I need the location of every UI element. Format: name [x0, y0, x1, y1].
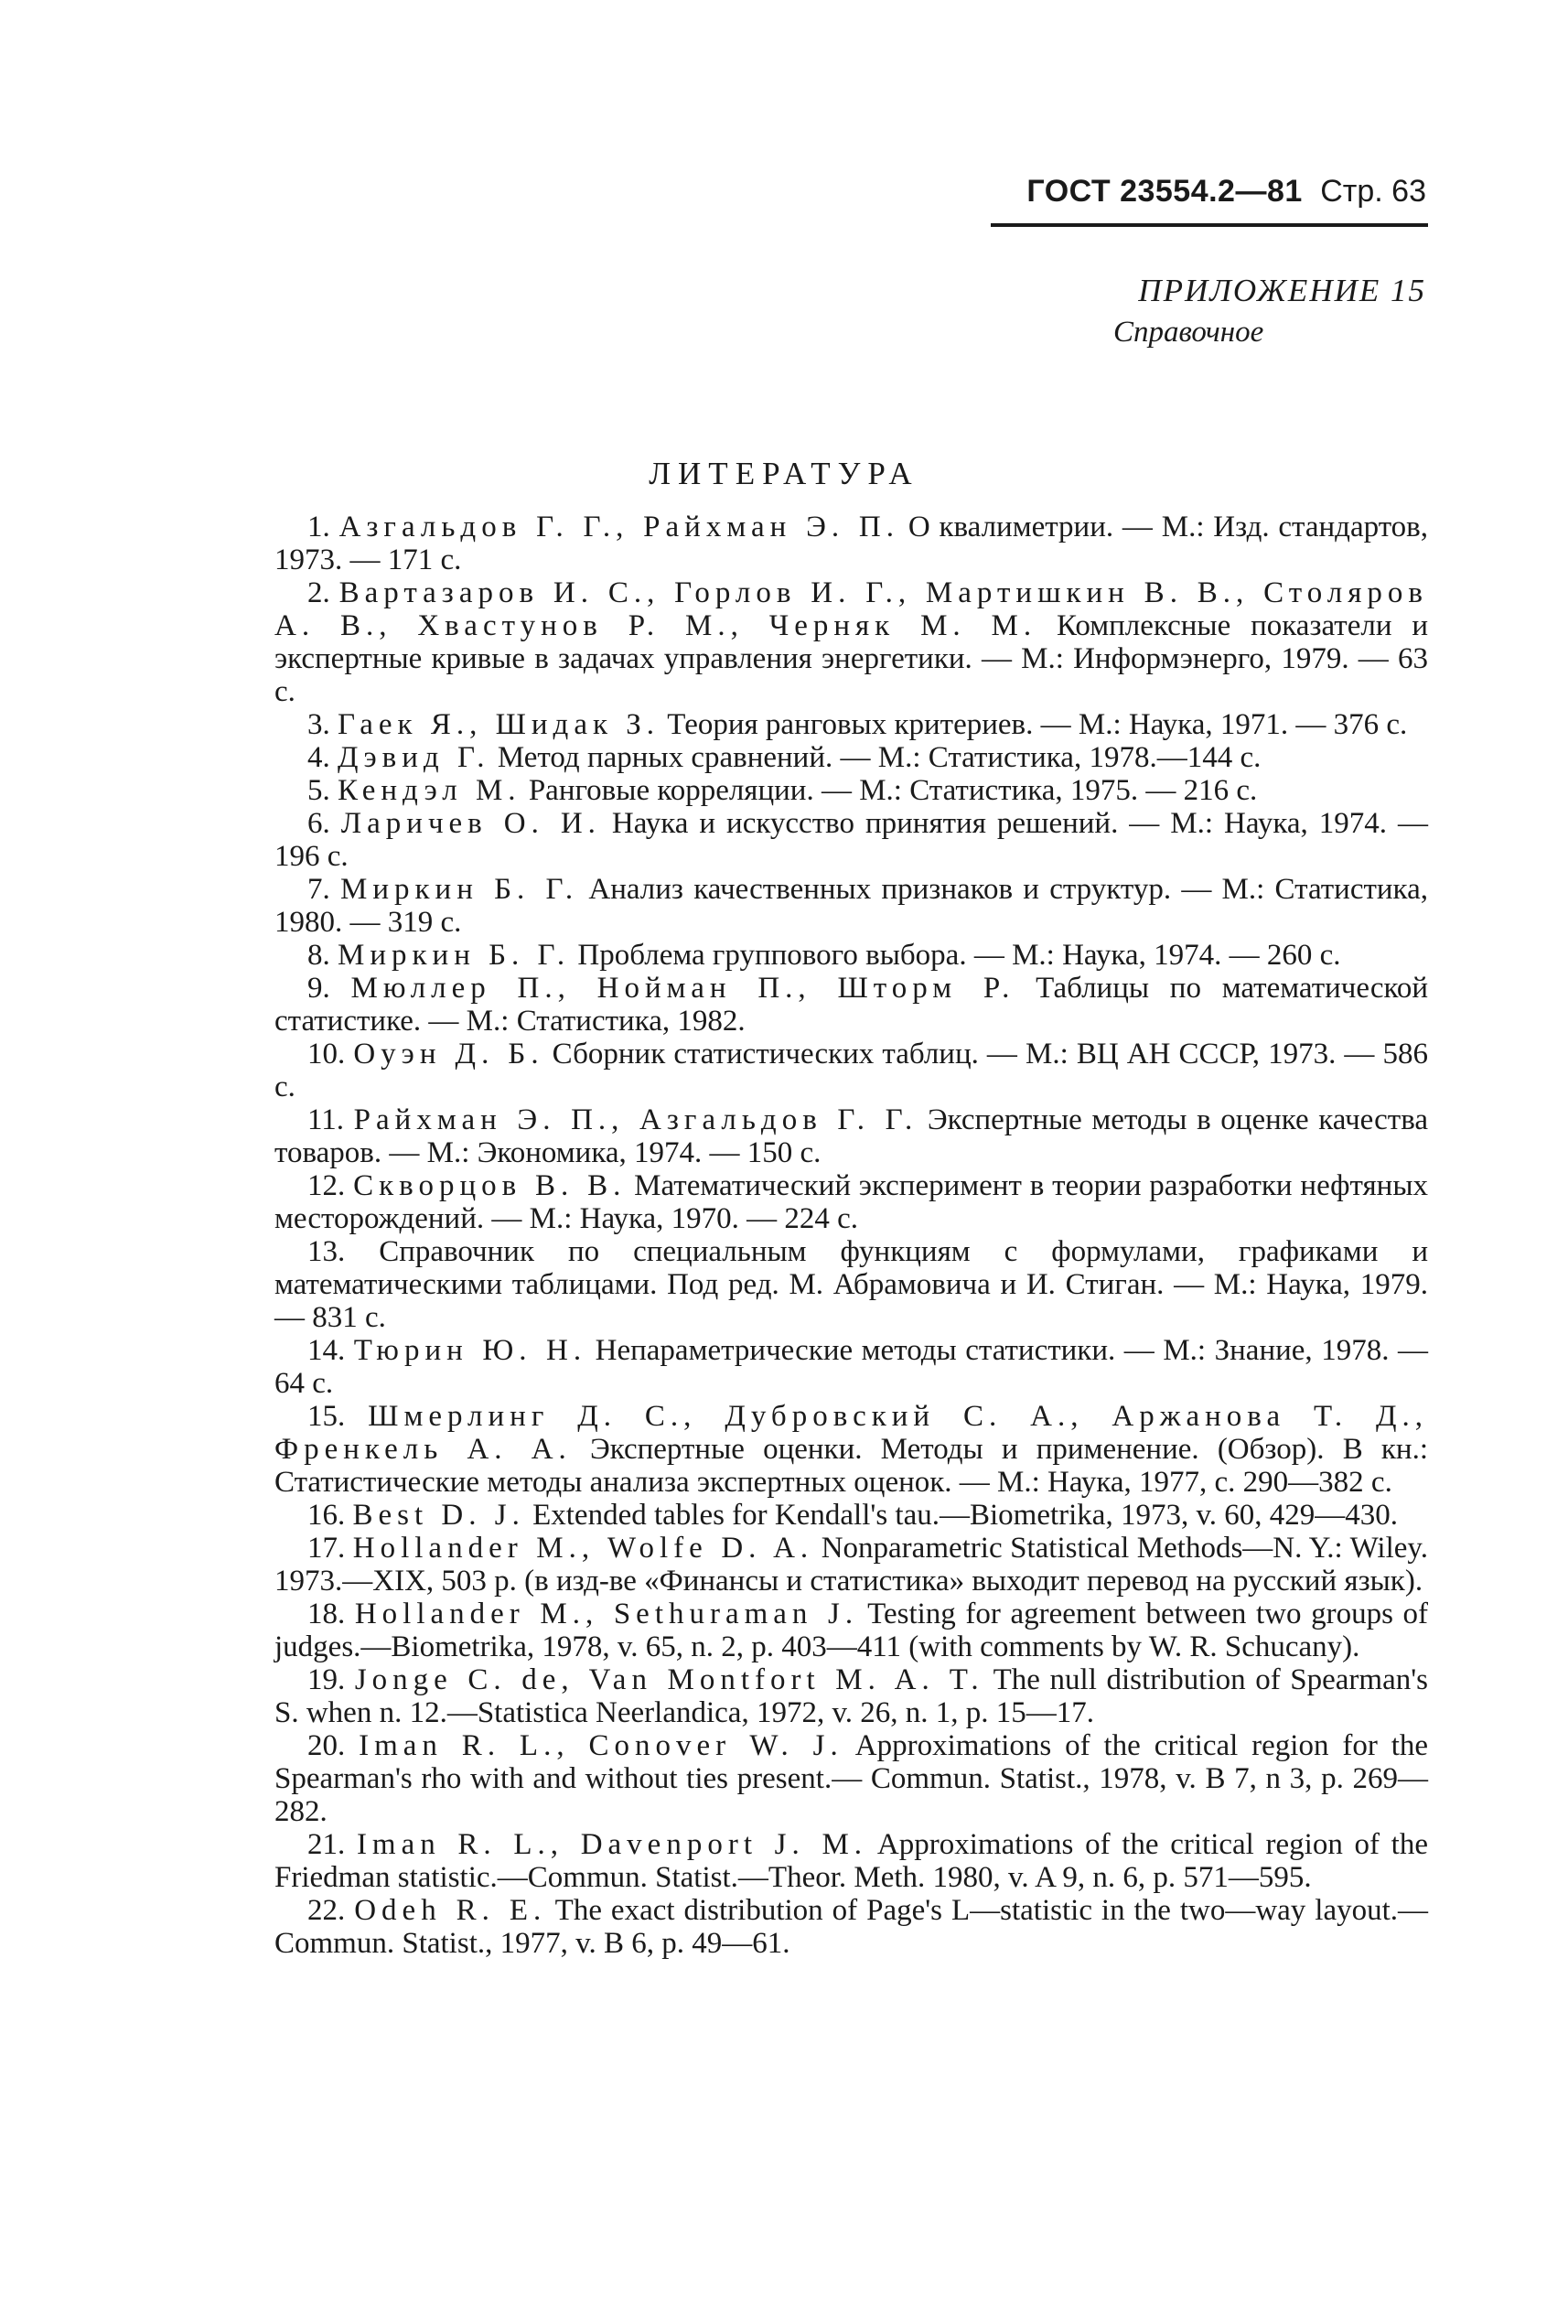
reference-number: 8.	[307, 939, 330, 972]
reference-authors: Best D. J.	[352, 1499, 525, 1532]
reference-number: 9.	[307, 972, 330, 1005]
reference-text: Approximations of the critical region of the Friedman statistic.—Commun. Statist.—Theor. Meth. 1980, v. A 9, n. 6, p. 571—595.	[274, 1828, 1428, 1894]
reference-text: Testing for agreement between two groups of judges.—Biometrika, 1978, v. 65, n. 2, p. 403—411 (with comments by W. R. Schucany).	[274, 1598, 1428, 1663]
section-title: ЛИТЕРАТУРА	[649, 456, 919, 491]
reference-text: Экспертные оценки. Методы и применение. (Обзор). В кн.: Статистические методы анализа экспертных оценок. — М.: Наука, 1977, с. 290—382 с.	[274, 1433, 1428, 1499]
reference-authors: Гаек Я., Шидак З.	[338, 708, 660, 741]
reference-text: Метод парных сравнений. — М.: Статистика, 1978.—144 с.	[489, 741, 1262, 774]
page-number: Стр. 63	[1320, 174, 1426, 209]
reference-text: Экспертные методы в оценке качества товаров. — М.: Экономика, 1974. — 150 с.	[274, 1103, 1429, 1169]
reference-text: Approximations of the critical region for the Spearman's rho with and without ties present.— Commun. Statist., 1978, v. B 7, n 3, p. 269—282.	[274, 1729, 1429, 1828]
reference-number: 7.	[307, 873, 330, 906]
reference-number: 21.	[307, 1828, 346, 1861]
reference-item	[274, 1169, 1428, 1235]
reference-authors: Миркин Б. Г.	[340, 873, 579, 906]
reference-number: 17.	[307, 1532, 346, 1565]
reference-authors: Мюллер П., Нойман П., Шторм Р.	[350, 972, 1015, 1005]
reference-number: 16.	[307, 1499, 346, 1532]
reference-authors: Скворцов В. В.	[353, 1169, 627, 1202]
header-rule	[991, 223, 1428, 227]
reference-item	[274, 1103, 1428, 1169]
reference-item	[274, 741, 1428, 774]
reference-authors: Оуэн Д. Б.	[353, 1038, 544, 1071]
reference-text: Сборник статистических таблиц. — М.: ВЦ АН СССР, 1973. — 586 с.	[274, 1038, 1428, 1103]
standard-code: ГОСТ 23554.2—81	[1026, 174, 1303, 209]
reference-number: 2.	[307, 576, 330, 609]
reference-number: 11.	[307, 1103, 345, 1136]
reference-item	[274, 807, 1428, 873]
reference-item	[274, 1663, 1428, 1729]
reference-authors: Миркин Б. Г.	[338, 939, 571, 972]
reference-text: Таблицы по математической статистике. — М.: Статистика, 1982.	[274, 972, 1429, 1038]
reference-authors: Тюрин Ю. Н.	[353, 1334, 587, 1367]
reference-item	[274, 1400, 1428, 1499]
reference-item	[274, 1729, 1428, 1828]
reference-number: 15.	[307, 1400, 346, 1433]
reference-number: 3.	[307, 708, 330, 741]
reference-item	[274, 1828, 1428, 1894]
reference-item	[274, 1499, 1428, 1532]
appendix-type: Справочное	[1113, 316, 1264, 349]
reference-text: Ранговые корреляции. — М.: Статистика, 1975. — 216 с.	[521, 774, 1258, 807]
reference-number: 20.	[307, 1729, 346, 1762]
reference-item	[274, 939, 1428, 972]
reference-authors: Iman R. L., Conover W. J.	[359, 1729, 843, 1762]
reference-number: 18.	[307, 1598, 346, 1630]
reference-item	[274, 576, 1428, 708]
reference-number: 6.	[307, 807, 330, 840]
reference-number: 10.	[307, 1038, 346, 1071]
reference-text: Проблема группового выбора. — М.: Наука, 1974. — 260 с.	[570, 939, 1341, 972]
reference-number: 22.	[307, 1894, 346, 1927]
reference-item	[274, 972, 1428, 1038]
reference-item	[274, 1894, 1428, 1960]
reference-authors: Iman R. L., Davenport J. M.	[356, 1828, 868, 1861]
reference-item	[274, 774, 1428, 807]
reference-authors: Jonge C. de, Van Montfort M. A. T.	[354, 1663, 984, 1696]
reference-number: 5.	[307, 774, 330, 807]
reference-number: 14.	[307, 1334, 346, 1367]
reference-authors: Кендэл М.	[338, 774, 521, 807]
reference-text: Математический эксперимент в теории разработки нефтяных месторождений. — М.: Наука, 1970. — 224 с.	[274, 1169, 1428, 1235]
reference-text: Теория ранговых критериев. — М.: Наука, 1971. — 376 с.	[660, 708, 1408, 741]
reference-text: Nonparametric Statistical Methods—N. Y.: Wiley. 1973.—XIX, 503 p. (в изд-ве «Финансы и статистика» выходит перевод на русский язык).	[274, 1532, 1428, 1598]
reference-authors: Шмерлинг Д. С., Дубровский С. А., Аржанова Т. Д., Френкель А. А.	[274, 1400, 1429, 1466]
reference-item	[274, 1038, 1428, 1103]
reference-number: 13.	[307, 1235, 346, 1268]
reference-authors: Hollander M., Wolfe D. A.	[352, 1532, 814, 1565]
reference-authors: Odeh R. E.	[354, 1894, 547, 1927]
reference-authors: Hollander M., Sethuraman J.	[354, 1598, 859, 1630]
reference-text: The null distribution of Spearman's S. when n. 12.—Statistica Neerlandica, 1972, v. 26, n. 1, p. 15—17.	[274, 1663, 1429, 1729]
reference-item	[274, 873, 1428, 939]
reference-item	[274, 1598, 1428, 1663]
reference-text: Extended tables for Kendall's tau.—Biometrika, 1973, v. 60, 429—430.	[524, 1499, 1399, 1532]
reference-item	[274, 511, 1428, 576]
reference-authors: Райхман Э. П., Азгальдов Г. Г.	[353, 1103, 918, 1136]
reference-number: 1.	[307, 511, 330, 543]
reference-text: О квалиметрии. — М.: Изд. стандартов, 1973. — 171 с.	[274, 511, 1429, 576]
page-header	[1026, 174, 1426, 210]
reference-number: 4.	[307, 741, 330, 774]
appendix-label: ПРИЛОЖЕНИЕ 15	[1138, 273, 1426, 308]
reference-authors: Ларичев О. И.	[340, 807, 601, 840]
reference-list	[274, 511, 1428, 1960]
reference-text: Справочник по специальным функциям с формулами, графиками и математическими таблицами. Под ред. М. Абрамовича и И. Стиган. — М.: Наука, 1979. — 831 с.	[274, 1235, 1428, 1334]
reference-text: Непараметрические методы статистики. — М.: Знание, 1978. — 64 с.	[274, 1334, 1428, 1400]
reference-text: The exact distribution of Page's L—statistic in the two—way layout.—Commun. Statist., 1977, v. B 6, p. 49—61.	[274, 1894, 1429, 1960]
reference-authors: Дэвид Г.	[338, 741, 490, 774]
reference-text: Наука и искусство принятия решений. — М.: Наука, 1974. — 196 с.	[274, 807, 1429, 873]
reference-authors: Азгальдов Г. Г., Райхман Э. П.	[338, 511, 900, 543]
reference-number: 12.	[307, 1169, 346, 1202]
reference-text: Анализ качественных признаков и структур. — М.: Статистика, 1980. — 319 с.	[274, 873, 1428, 939]
reference-item	[274, 708, 1428, 741]
reference-item	[274, 1334, 1428, 1400]
reference-number: 19.	[307, 1663, 346, 1696]
reference-item	[274, 1532, 1428, 1598]
reference-text: Комплексные показатели и экспертные кривые в задачах управления энергетики. — М.: Информэнерго, 1979. — 63 с.	[274, 609, 1429, 708]
reference-authors: Вартазаров И. С., Горлов И. Г., Мартишкин В. В., Столяров А. В., Хвастунов Р. М., Черняк М. М.	[274, 576, 1428, 642]
reference-item	[274, 1235, 1428, 1334]
